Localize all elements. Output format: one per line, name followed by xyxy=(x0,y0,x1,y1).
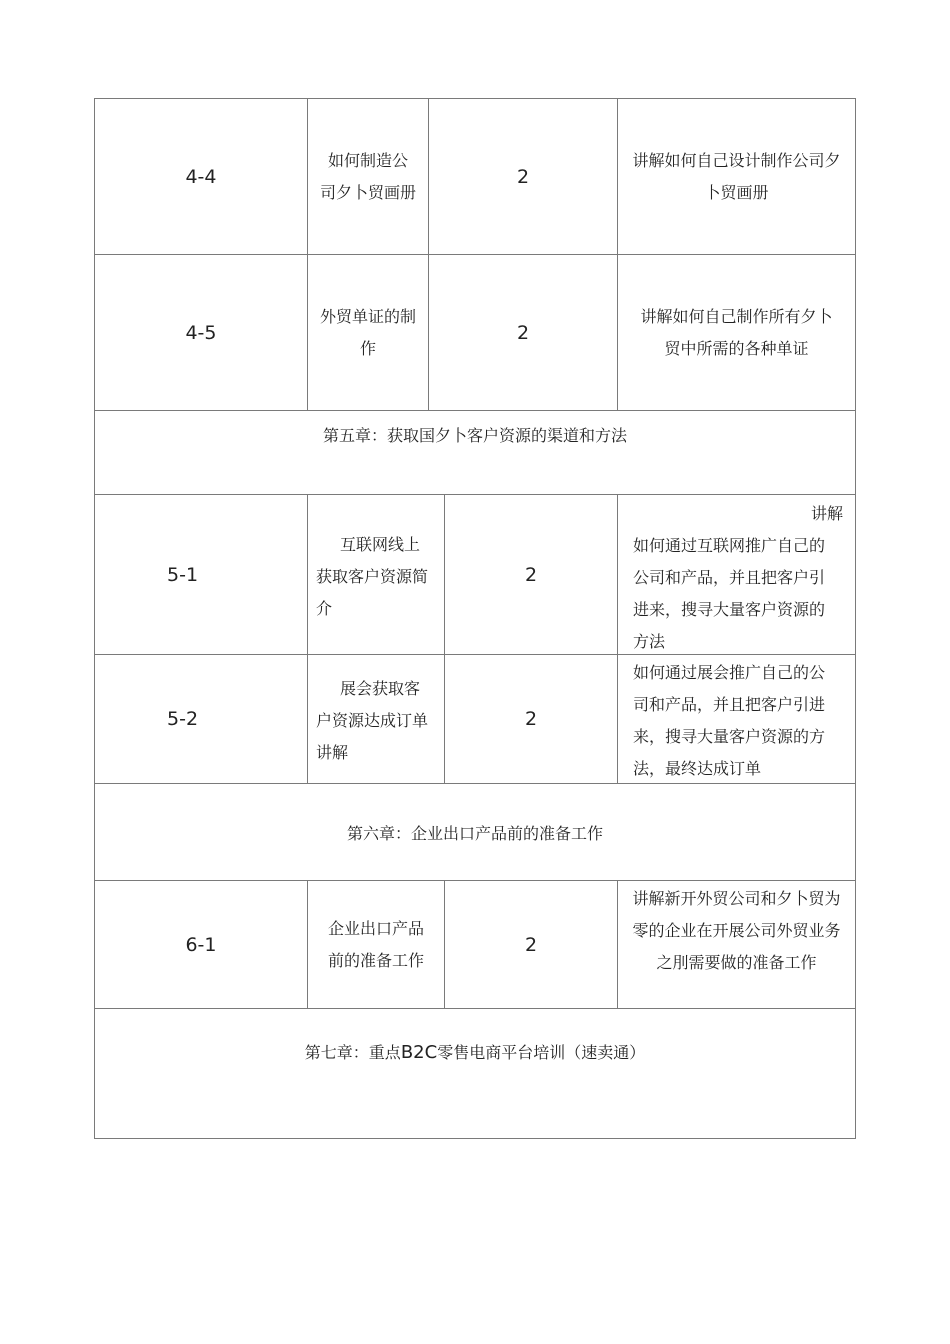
lesson-title: 展会获取客 户资源达成订单 讲解 xyxy=(307,654,445,784)
lesson-title: 如何制造公 司夕卜贸画册 xyxy=(307,98,429,255)
lesson-hours: 2 xyxy=(428,254,618,411)
lesson-title: 企业出口产品 前的准备工作 xyxy=(307,880,445,1009)
table-row xyxy=(94,254,856,411)
lesson-title: 外贸单证的制 作 xyxy=(307,254,429,411)
chapter-header xyxy=(94,783,856,881)
lesson-id: 6-1 xyxy=(94,880,308,1009)
lesson-description: 讲解新开外贸公司和夕卜贸为 零的企业在开展公司外贸业务 之刖需要做的准备工作 xyxy=(617,880,856,1009)
lesson-description: 讲解 如何通过互联网推广自己的 公司和产品，并且把客户引 进来，搜寻大量客户资源的 方法 xyxy=(617,494,856,655)
lesson-hours: 2 xyxy=(444,880,618,1009)
lesson-description: 讲解如何自己设计制作公司夕 卜贸画册 xyxy=(617,98,856,255)
lesson-hours: 2 xyxy=(444,654,618,784)
table-row xyxy=(94,98,856,255)
chapter-header xyxy=(94,1008,856,1139)
table-row xyxy=(94,494,856,655)
table-row xyxy=(94,880,856,1009)
lesson-id: 4-4 xyxy=(94,98,308,255)
chapter-title: 第六章：企业出口产品前的准备工作 xyxy=(346,824,603,843)
lesson-hours: 2 xyxy=(428,98,618,255)
lesson-id: 4-5 xyxy=(94,254,308,411)
lesson-title: 互联网线上 获取客户资源简 介 xyxy=(307,494,445,655)
lesson-hours: 2 xyxy=(444,494,618,655)
chapter-title: 第五章：获取国夕卜客户资源的渠道和方法 xyxy=(322,426,627,445)
lesson-description: 讲解如何自己制作所有夕卜 贸中所需的各种单证 xyxy=(617,254,856,411)
lesson-id: 5-1 xyxy=(94,494,308,655)
course-table xyxy=(94,98,856,1139)
chapter-header xyxy=(94,410,856,495)
table-row xyxy=(94,654,856,784)
chapter-title: 第七章：重点B2C零售电商平台培训（速卖通） xyxy=(304,1042,646,1063)
lesson-id: 5-2 xyxy=(94,654,308,784)
lesson-description: 如何通过展会推广自己的公 司和产品，并且把客户引进 来，搜寻大量客户资源的方 法，最终达成订单 xyxy=(617,654,856,784)
